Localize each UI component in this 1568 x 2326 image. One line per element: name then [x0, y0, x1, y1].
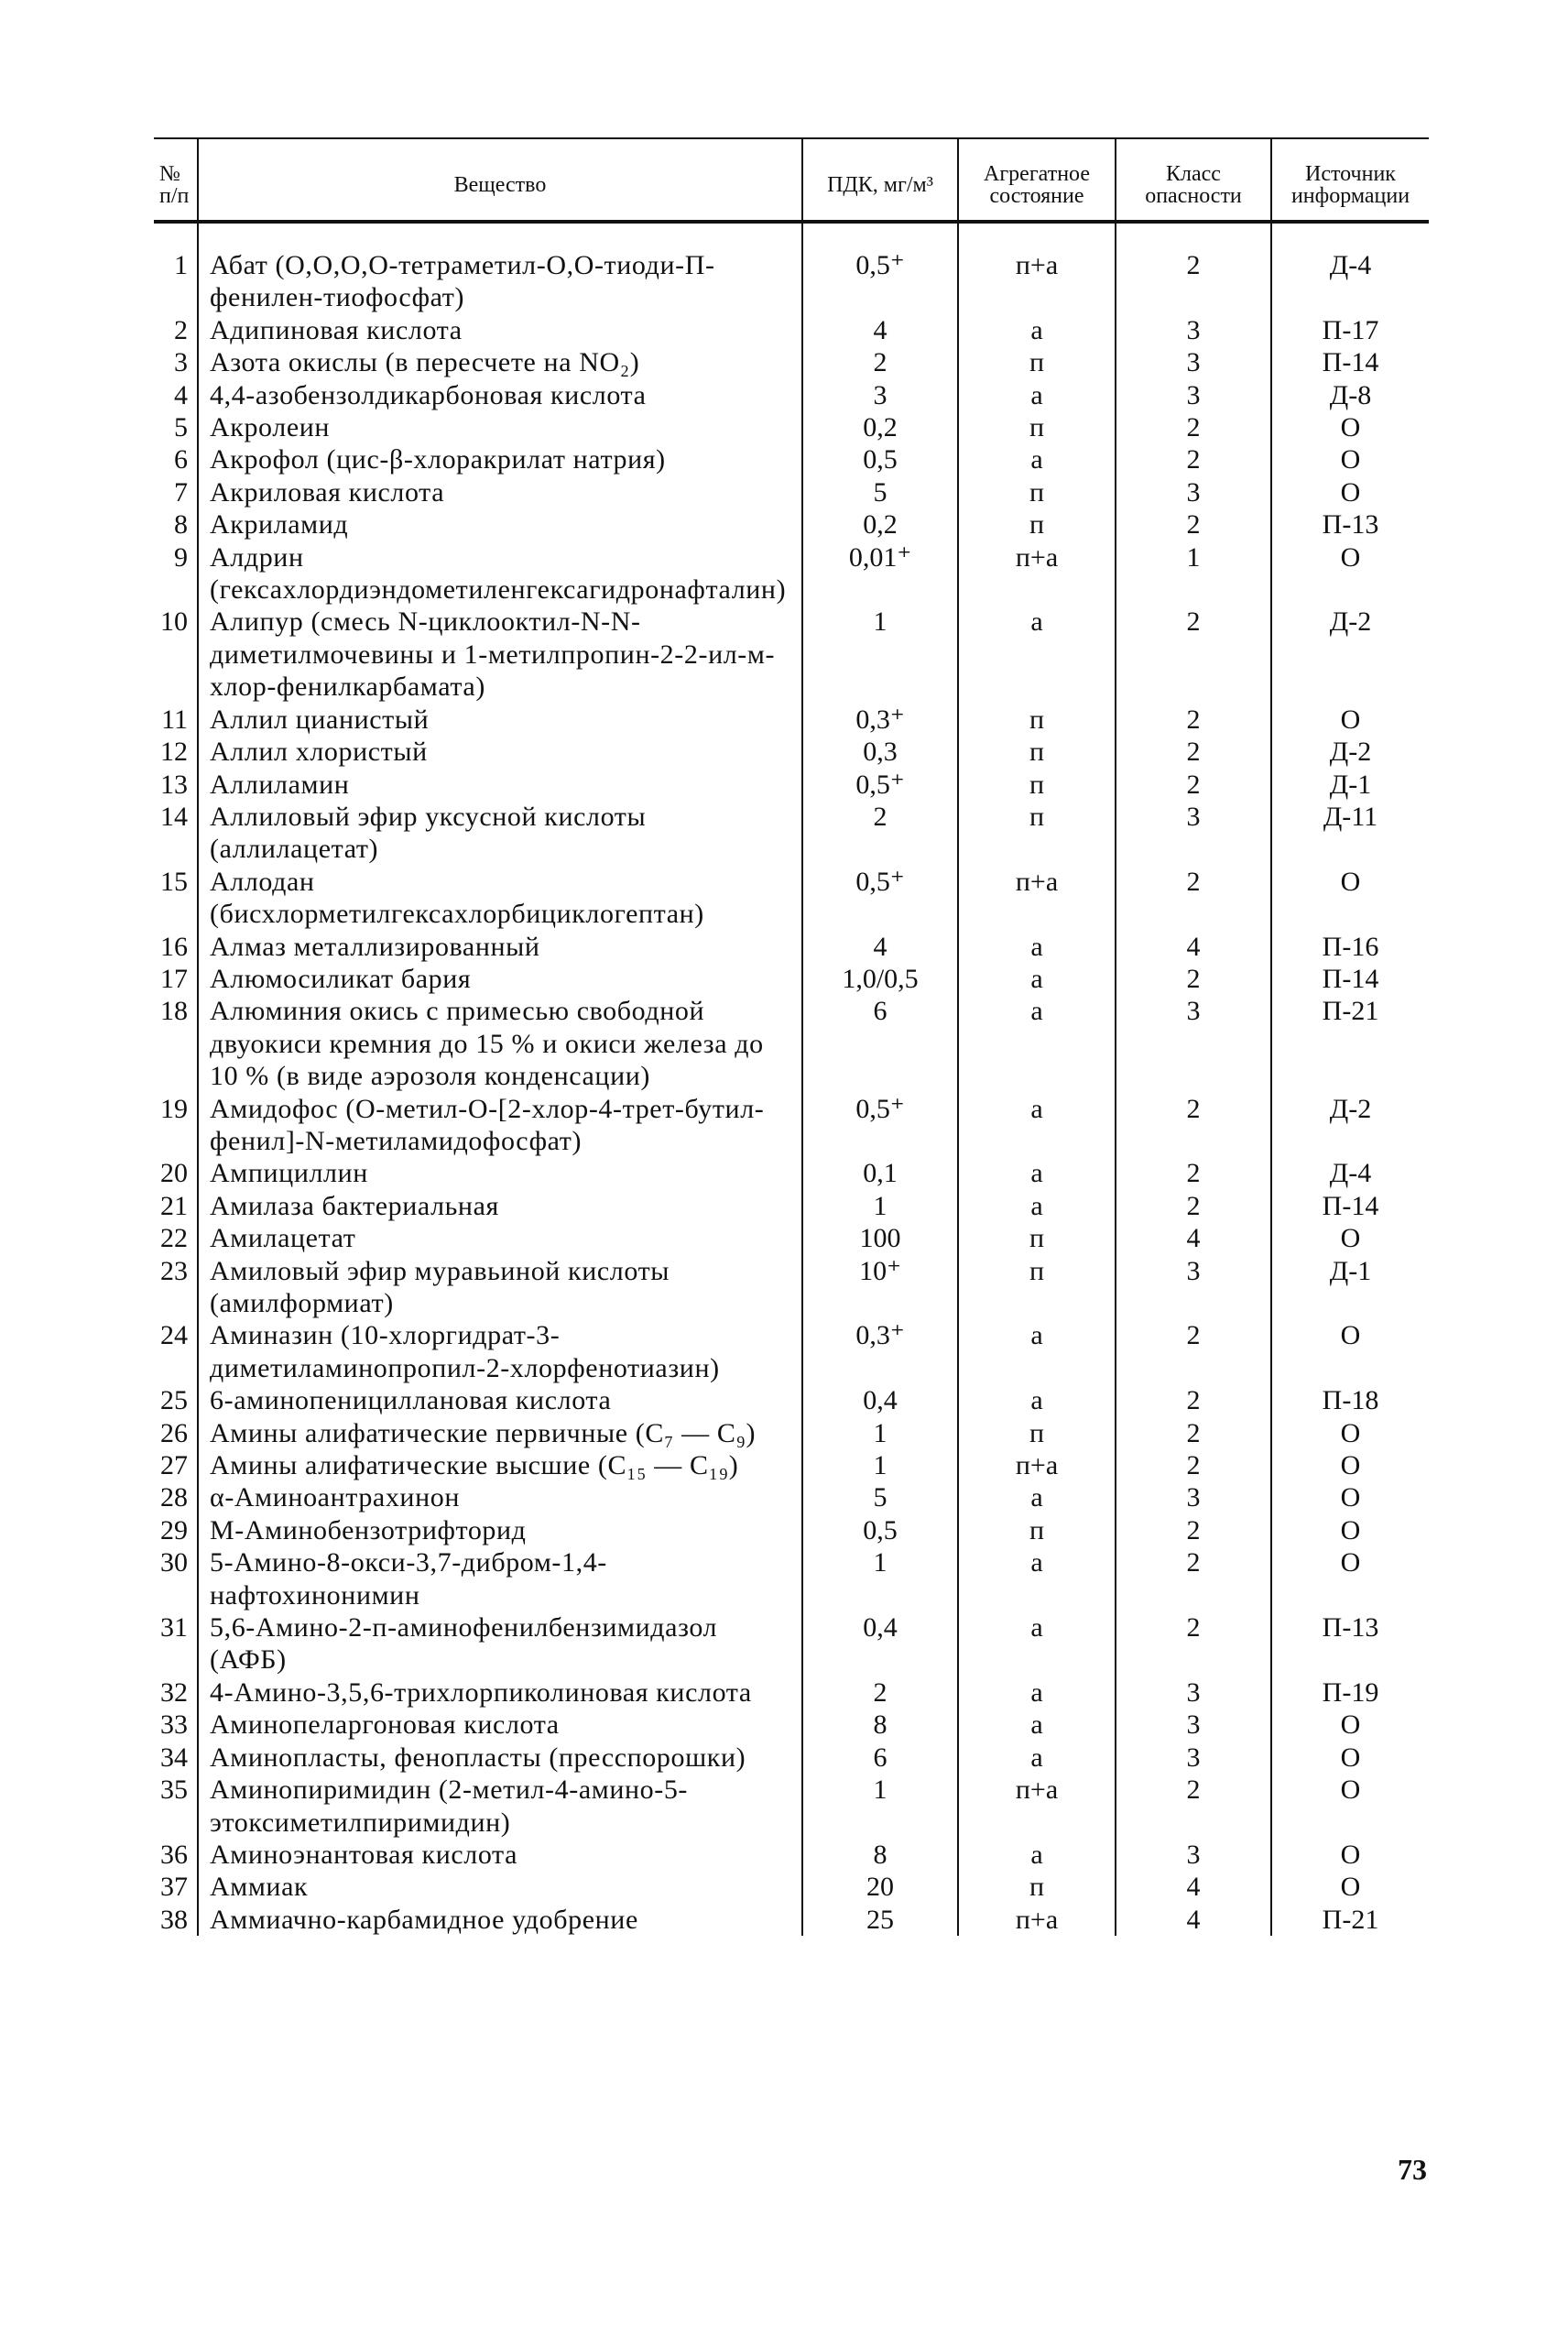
substance-name: Аллиламин [198, 769, 802, 801]
row-number: 14 [160, 801, 188, 832]
substance-name: Аминазин (10-хлоргидрат-3-диметиламинопропил-2-хлорфенотиазин) [198, 1319, 802, 1384]
row-number: 34 [160, 1742, 188, 1773]
substance-name: Акрофол (цис-β-хлоракрилат натрия) [198, 443, 802, 475]
aggregate-state: п+а [958, 541, 1116, 606]
aggregate-state: а [958, 1709, 1116, 1741]
substance-name: 5-Амино-8-окси-3,7-дибром-1,4-нафтохинонимин [198, 1546, 802, 1611]
info-source: О [1271, 1417, 1429, 1449]
hazard-class: 2 [1116, 508, 1271, 541]
table-row [154, 1774, 1429, 1839]
aggregate-state: п [958, 1871, 1116, 1903]
pdk-value: 0,2 [802, 411, 958, 443]
aggregate-state: а [958, 1611, 1116, 1676]
hazard-class: 2 [1116, 1514, 1271, 1546]
hazard-class: 2 [1116, 866, 1271, 931]
substance-name: Аминопиримидин (2-метил-4-амино-5-этоксиметилпиримидин) [198, 1774, 802, 1839]
aggregate-state: п [958, 1514, 1116, 1546]
substance-name: Аллил цианистый [198, 704, 802, 736]
pdk-value: 0,5⁺ [802, 866, 958, 931]
aggregate-state: а [958, 379, 1116, 411]
aggregate-state: а [958, 606, 1116, 703]
info-source: П-14 [1271, 346, 1429, 378]
aggregate-state: п [958, 476, 1116, 508]
pdk-value: 100 [802, 1222, 958, 1254]
table-row [154, 1157, 1429, 1189]
hazard-class: 4 [1116, 1222, 1271, 1254]
info-source: О [1271, 1871, 1429, 1903]
pdk-value: 1,0/0,5 [802, 963, 958, 995]
hazard-class: 2 [1116, 1190, 1271, 1222]
aggregate-state: а [958, 1742, 1116, 1774]
substance-name: Амилаза бактериальная [198, 1190, 802, 1222]
hazard-class: 2 [1116, 1319, 1271, 1384]
info-source: П-19 [1271, 1676, 1429, 1709]
row-number: 21 [160, 1190, 188, 1221]
info-source: О [1271, 1839, 1429, 1871]
hazard-class: 3 [1116, 1481, 1271, 1513]
table-header [154, 138, 1429, 222]
substance-name: Алдрин (гексахлордиэндометиленгексагидронафталин) [198, 541, 802, 606]
substances-table [154, 137, 1429, 1936]
table-row [154, 443, 1429, 475]
table-row [154, 1417, 1429, 1449]
table-row [154, 1319, 1429, 1384]
substance-name: Аллил хлористый [198, 736, 802, 768]
row-number: 29 [160, 1514, 188, 1545]
substance-name: 4,4-азобензолдикарбоновая кислота [198, 379, 802, 411]
row-number: 32 [160, 1676, 188, 1708]
pdk-value: 8 [802, 1709, 958, 1741]
pdk-value: 6 [802, 1742, 958, 1774]
row-number: 19 [160, 1093, 188, 1124]
info-source: О [1271, 1709, 1429, 1741]
substance-name: Алюмосиликат бария [198, 963, 802, 995]
pdk-value: 0,4 [802, 1611, 958, 1676]
row-number: 9 [174, 541, 188, 573]
pdk-value: 5 [802, 476, 958, 508]
header-source: Источник информации [1271, 138, 1429, 222]
hazard-class: 2 [1116, 963, 1271, 995]
row-number: 6 [174, 444, 188, 475]
header-state: Агрегатное состояние [958, 138, 1116, 222]
substance-name: Амидофос (О-метил-О-[2-хлор-4-трет-бутил-фенил]-N-метиламидофосфат) [198, 1093, 802, 1158]
info-source: Д-2 [1271, 736, 1429, 768]
substance-name: Акриламид [198, 508, 802, 541]
row-number: 18 [160, 996, 188, 1027]
header-hazard-class: Класс опасности [1116, 138, 1271, 222]
aggregate-state: а [958, 963, 1116, 995]
substance-name: Аминопласты, фенопласты (пресспорошки) [198, 1742, 802, 1774]
header-num: № п/п [154, 138, 198, 222]
row-number: 12 [160, 737, 188, 768]
substance-name: Алипур (смесь N-циклооктил-N-N-диметилмочевины и 1-метилпропин-2-2-ил-м-хлор-фенилкарбамата) [198, 606, 802, 703]
table-body [154, 222, 1429, 1936]
pdk-value: 3 [802, 379, 958, 411]
substance-name: Амиловый эфир муравьиной кислоты (амилформиат) [198, 1255, 802, 1320]
table-row [154, 476, 1429, 508]
row-number: 16 [160, 931, 188, 962]
aggregate-state: п [958, 704, 1116, 736]
hazard-class: 2 [1116, 1384, 1271, 1416]
hazard-class: 3 [1116, 314, 1271, 346]
table-row [154, 1384, 1429, 1416]
hazard-class: 2 [1116, 704, 1271, 736]
table-row [154, 963, 1429, 995]
hazard-class: 3 [1116, 801, 1271, 866]
info-source: О [1271, 1774, 1429, 1839]
info-source: П-21 [1271, 1904, 1429, 1936]
info-source: П-14 [1271, 963, 1429, 995]
info-source: П-17 [1271, 314, 1429, 346]
substance-name: Акриловая кислота [198, 476, 802, 508]
pdk-value: 2 [802, 346, 958, 378]
pdk-value: 1 [802, 1190, 958, 1222]
table-row [154, 1709, 1429, 1741]
info-source: П-14 [1271, 1190, 1429, 1222]
aggregate-state: п+а [958, 866, 1116, 931]
table-row [154, 1222, 1429, 1254]
pdk-value: 4 [802, 314, 958, 346]
row-number: 23 [160, 1255, 188, 1286]
substance-name: Аммиачно-карбамидное удобрение [198, 1904, 802, 1936]
pdk-value: 0,5⁺ [802, 1093, 958, 1158]
info-source: П-13 [1271, 1611, 1429, 1676]
pdk-value: 6 [802, 995, 958, 1092]
aggregate-state: п [958, 508, 1116, 541]
hazard-class: 4 [1116, 1904, 1271, 1936]
aggregate-state: п [958, 801, 1116, 866]
header-pdk: ПДК, мг/м³ [802, 138, 958, 222]
aggregate-state: а [958, 1384, 1116, 1416]
info-source: Д-1 [1271, 1255, 1429, 1320]
pdk-value: 1 [802, 1417, 958, 1449]
hazard-class: 2 [1116, 1157, 1271, 1189]
info-source: О [1271, 1319, 1429, 1384]
substance-name: М-Аминобензотрифторид [198, 1514, 802, 1546]
hazard-class: 3 [1116, 1255, 1271, 1320]
info-source: О [1271, 1481, 1429, 1513]
pdk-value: 10⁺ [802, 1255, 958, 1320]
hazard-class: 1 [1116, 541, 1271, 606]
header-substance: Вещество [198, 138, 802, 222]
aggregate-state: п+а [958, 222, 1116, 314]
aggregate-state: п [958, 411, 1116, 443]
table-row [154, 222, 1429, 314]
pdk-value: 0,4 [802, 1384, 958, 1416]
table-row [154, 931, 1429, 963]
aggregate-state: а [958, 1190, 1116, 1222]
aggregate-state: а [958, 443, 1116, 475]
row-number: 38 [160, 1904, 188, 1935]
info-source: П-13 [1271, 508, 1429, 541]
pdk-value: 1 [802, 1546, 958, 1611]
row-number: 36 [160, 1839, 188, 1870]
row-number: 7 [174, 476, 188, 508]
info-source: О [1271, 704, 1429, 736]
substance-name: 4-Амино-3,5,6-трихлорпиколиновая кислота [198, 1676, 802, 1709]
substance-name: Аллодан (бисхлорметилгексахлорбициклогептан) [198, 866, 802, 931]
aggregate-state: а [958, 931, 1116, 963]
substance-name: Алмаз металлизированный [198, 931, 802, 963]
aggregate-state: а [958, 314, 1116, 346]
pdk-value: 2 [802, 1676, 958, 1709]
row-number: 11 [161, 704, 188, 735]
table-row [154, 314, 1429, 346]
substance-name: Аммиак [198, 1871, 802, 1903]
page-number: 73 [1398, 2153, 1427, 2186]
table-row [154, 1871, 1429, 1903]
table-row [154, 1611, 1429, 1676]
pdk-value: 4 [802, 931, 958, 963]
row-number: 17 [160, 963, 188, 994]
row-number: 5 [174, 412, 188, 443]
table-row [154, 346, 1429, 378]
substance-name: Акролеин [198, 411, 802, 443]
aggregate-state: а [958, 995, 1116, 1092]
pdk-value: 1 [802, 1449, 958, 1481]
info-source: О [1271, 1514, 1429, 1546]
pdk-value: 5 [802, 1481, 958, 1513]
table-row [154, 1255, 1429, 1320]
table-row [154, 1093, 1429, 1158]
table-row [154, 1904, 1429, 1936]
row-number: 35 [160, 1775, 188, 1806]
row-number: 28 [160, 1482, 188, 1513]
aggregate-state: п [958, 736, 1116, 768]
row-number: 22 [160, 1223, 188, 1254]
aggregate-state: а [958, 1546, 1116, 1611]
row-number: 2 [174, 314, 188, 345]
substance-name: Ампициллин [198, 1157, 802, 1189]
substance-name: Абат (О,О,О,О-тетраметил-О,О-тиоди-П-фенилен-тиофосфат) [198, 222, 802, 314]
pdk-value: 0,5⁺ [802, 222, 958, 314]
hazard-class: 2 [1116, 1774, 1271, 1839]
info-source: Д-11 [1271, 801, 1429, 866]
info-source: О [1271, 411, 1429, 443]
hazard-class: 2 [1116, 606, 1271, 703]
pdk-value: 25 [802, 1904, 958, 1936]
hazard-class: 2 [1116, 1449, 1271, 1481]
info-source: Д-1 [1271, 769, 1429, 801]
substance-name: Амины алифатические первичные (C₇ — C₉) [198, 1417, 802, 1449]
table-row [154, 606, 1429, 703]
table-row [154, 1839, 1429, 1871]
table-row [154, 411, 1429, 443]
row-number: 25 [160, 1385, 188, 1416]
pdk-value: 0,2 [802, 508, 958, 541]
substance-name: Алюминия окись с примесью свободной двуокиси кремния до 15 % и окиси железа до 10 % (в виде аэрозоля конденсации) [198, 995, 802, 1092]
pdk-value: 0,1 [802, 1157, 958, 1189]
pdk-value: 0,5⁺ [802, 769, 958, 801]
table-row [154, 995, 1429, 1092]
pdk-value: 8 [802, 1839, 958, 1871]
pdk-value: 1 [802, 606, 958, 703]
aggregate-state: а [958, 1481, 1116, 1513]
substance-name: Аллиловый эфир уксусной кислоты (аллилацетат) [198, 801, 802, 866]
row-number: 27 [160, 1450, 188, 1481]
aggregate-state: п+а [958, 1449, 1116, 1481]
table-row [154, 866, 1429, 931]
row-number: 20 [160, 1158, 188, 1189]
table-row [154, 1514, 1429, 1546]
row-number: 10 [160, 606, 188, 638]
pdk-value: 0,3⁺ [802, 1319, 958, 1384]
table-row [154, 704, 1429, 736]
table-row [154, 1190, 1429, 1222]
substance-name: α-Аминоантрахинон [198, 1481, 802, 1513]
row-number: 26 [160, 1417, 188, 1448]
pdk-value: 20 [802, 1871, 958, 1903]
row-number: 33 [160, 1709, 188, 1741]
aggregate-state: а [958, 1839, 1116, 1871]
aggregate-state: п [958, 1222, 1116, 1254]
table-row [154, 541, 1429, 606]
info-source: Д-4 [1271, 222, 1429, 314]
info-source: П-18 [1271, 1384, 1429, 1416]
substance-name: Аминоэнантовая кислота [198, 1839, 802, 1871]
info-source: О [1271, 1546, 1429, 1611]
table-row [154, 769, 1429, 801]
substance-name: Амины алифатические высшие (C₁₅ — C₁₉) [198, 1449, 802, 1481]
pdk-value: 0,5 [802, 1514, 958, 1546]
hazard-class: 3 [1116, 1709, 1271, 1741]
hazard-class: 2 [1116, 1417, 1271, 1449]
pdk-value: 1 [802, 1774, 958, 1839]
pdk-value: 0,5 [802, 443, 958, 475]
info-source: О [1271, 443, 1429, 475]
info-source: О [1271, 866, 1429, 931]
aggregate-state: п [958, 769, 1116, 801]
substance-name: 6-аминопенициллановая кислота [198, 1384, 802, 1416]
row-number: 8 [174, 509, 188, 541]
aggregate-state: а [958, 1676, 1116, 1709]
row-number: 13 [160, 769, 188, 800]
table-row [154, 1742, 1429, 1774]
info-source: Д-8 [1271, 379, 1429, 411]
aggregate-state: п [958, 1417, 1116, 1449]
info-source: П-16 [1271, 931, 1429, 963]
substance-name: 5,6-Амино-2-п-аминофенилбензимидазол (АФБ) [198, 1611, 802, 1676]
table-row [154, 1676, 1429, 1709]
aggregate-state: п [958, 346, 1116, 378]
hazard-class: 2 [1116, 1093, 1271, 1158]
aggregate-state: п+а [958, 1904, 1116, 1936]
aggregate-state: п+а [958, 1774, 1116, 1839]
hazard-class: 2 [1116, 443, 1271, 475]
row-number: 4 [174, 379, 188, 410]
substance-name: Адипиновая кислота [198, 314, 802, 346]
info-source: О [1271, 541, 1429, 606]
info-source: П-21 [1271, 995, 1429, 1092]
row-number: 31 [160, 1612, 188, 1643]
pdk-value: 2 [802, 801, 958, 866]
hazard-class: 2 [1116, 1546, 1271, 1611]
table-row [154, 1449, 1429, 1481]
hazard-class: 3 [1116, 995, 1271, 1092]
info-source: Д-2 [1271, 1093, 1429, 1158]
aggregate-state: а [958, 1093, 1116, 1158]
substance-name: Амилацетат [198, 1222, 802, 1254]
table-row [154, 508, 1429, 541]
info-source: О [1271, 1222, 1429, 1254]
table-row [154, 1546, 1429, 1611]
hazard-class: 2 [1116, 411, 1271, 443]
info-source: Д-2 [1271, 606, 1429, 703]
hazard-class: 3 [1116, 476, 1271, 508]
hazard-class: 3 [1116, 1676, 1271, 1709]
pdk-value: 0,3⁺ [802, 704, 958, 736]
row-number: 30 [160, 1547, 188, 1578]
hazard-class: 2 [1116, 1611, 1271, 1676]
hazard-class: 4 [1116, 931, 1271, 963]
row-number: 37 [160, 1872, 188, 1903]
hazard-class: 3 [1116, 379, 1271, 411]
table-row [154, 801, 1429, 866]
hazard-class: 2 [1116, 736, 1271, 768]
row-number: 3 [174, 347, 188, 378]
table-row [154, 1481, 1429, 1513]
table-row [154, 379, 1429, 411]
row-number: 1 [174, 250, 188, 280]
hazard-class: 3 [1116, 1839, 1271, 1871]
info-source: О [1271, 1742, 1429, 1774]
aggregate-state: а [958, 1157, 1116, 1189]
substance-name: Азота окислы (в пересчете на NO₂) [198, 346, 802, 378]
hazard-class: 3 [1116, 1742, 1271, 1774]
hazard-class: 2 [1116, 769, 1271, 801]
info-source: Д-4 [1271, 1157, 1429, 1189]
aggregate-state: а [958, 1319, 1116, 1384]
row-number: 24 [160, 1320, 188, 1351]
pdk-value: 0,01⁺ [802, 541, 958, 606]
info-source: О [1271, 476, 1429, 508]
aggregate-state: п [958, 1255, 1116, 1320]
pdk-value: 0,3 [802, 736, 958, 768]
substance-name: Аминопеларгоновая кислота [198, 1709, 802, 1741]
table-row [154, 736, 1429, 768]
info-source: О [1271, 1449, 1429, 1481]
hazard-class: 3 [1116, 346, 1271, 378]
hazard-class: 4 [1116, 1871, 1271, 1903]
hazard-class: 2 [1116, 222, 1271, 314]
row-number: 15 [160, 866, 188, 897]
